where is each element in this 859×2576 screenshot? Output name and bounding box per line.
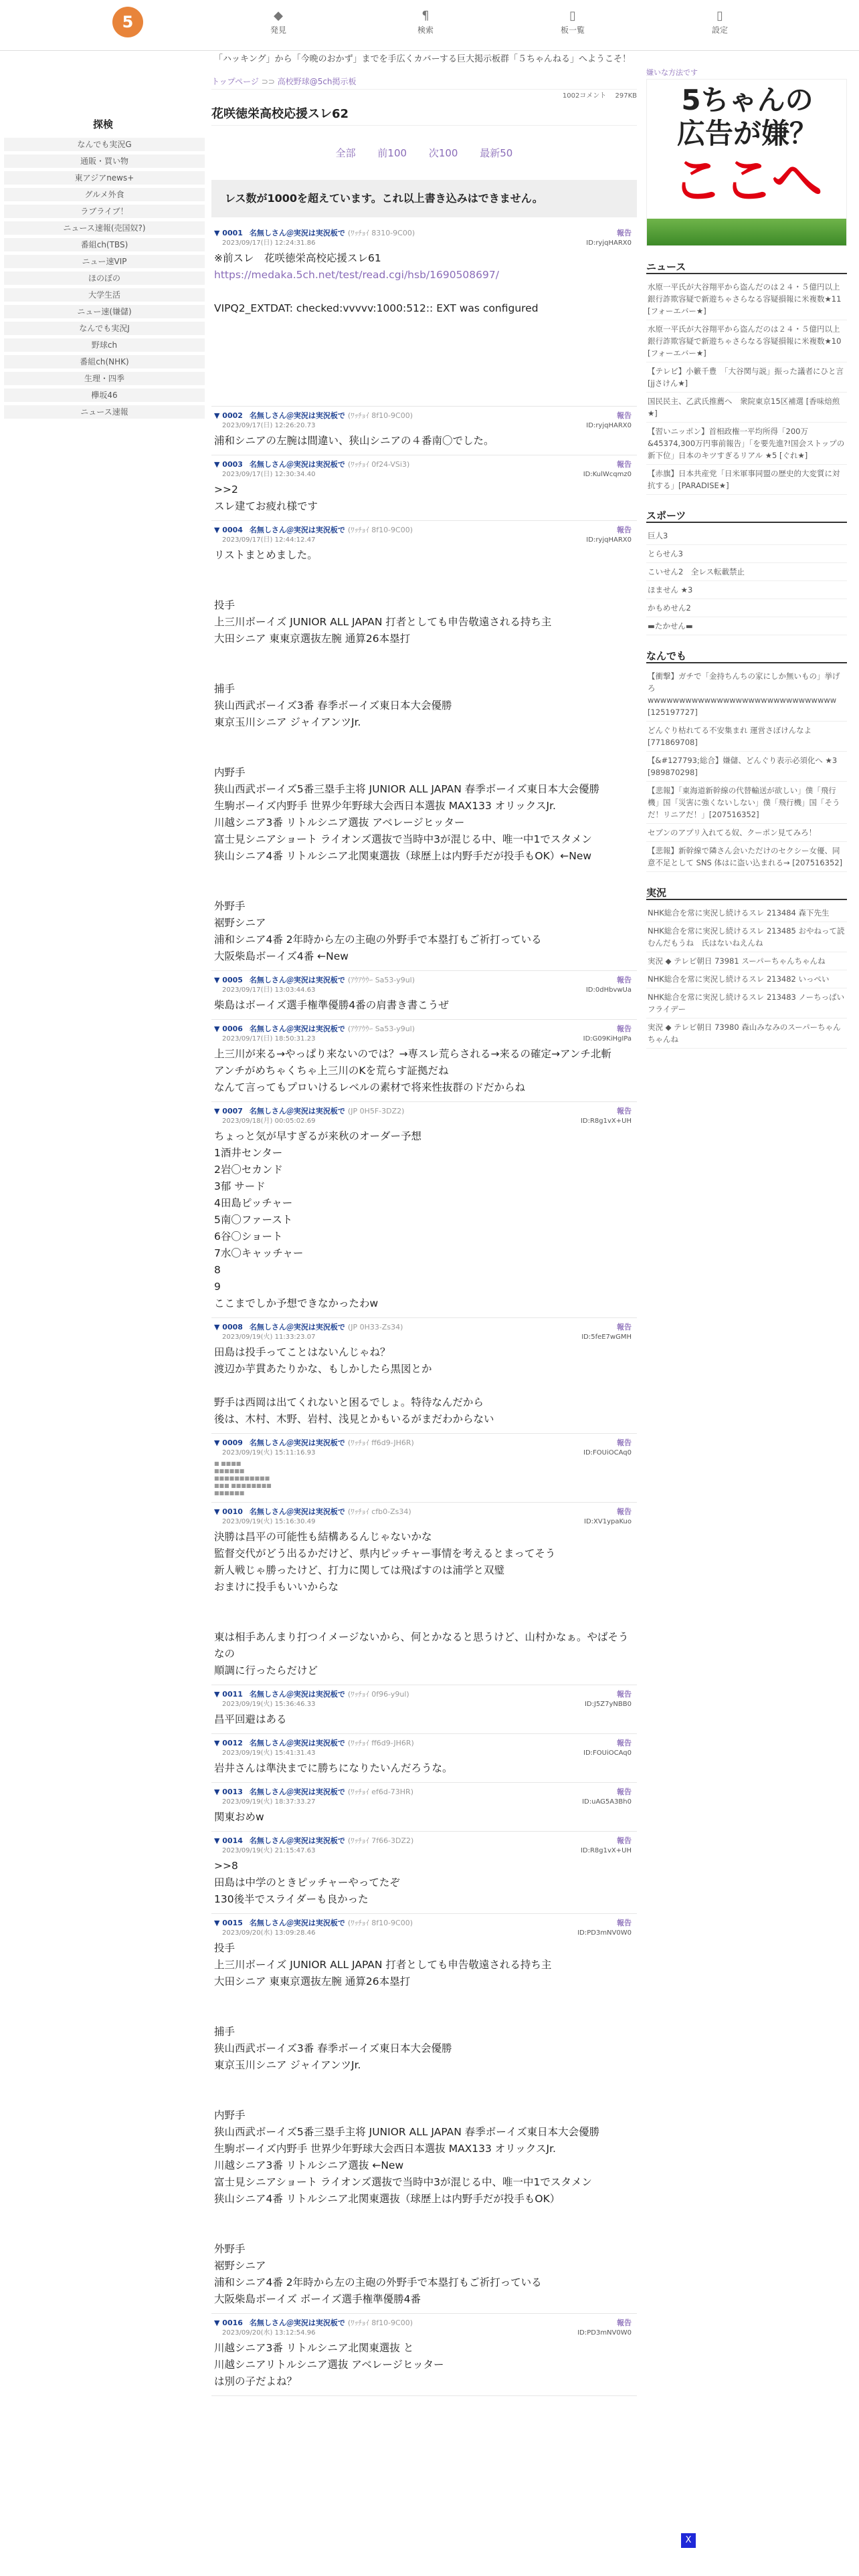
- limit-notice: レス数が1000を超えています。これ以上書き込みはできません。: [211, 180, 637, 217]
- news-item[interactable]: 水原一平氏が大谷翔平から盗んだのは２４・５億円以上 銀行詐欺容疑で新遊ちゃさらなる容疑損報に米複数★10 [フォーエバー★]: [646, 320, 847, 362]
- top-header: [0, 0, 859, 51]
- report-link[interactable]: 報告: [617, 1690, 632, 1699]
- post-text: 投手 上三川ボーイズ JUNIOR ALL JAPAN 打者としても申告敬遠される持ち主 大田シニア 東東京選抜左腕 通算26本塁打 捕手 狭山西武ボーイズ3番 春季ボーイズ東日本大会優勝 東京玉川シニア ジャイアンツJr. 内野手 狭山西武ボーイズ5番三塁手主将 JUNIOR ALL JAPAN 春季ボーイズ東日本大会優勝 生駒ボーイズ内野手 世界少年野球大会西日本選抜 MAX133 オリックスJr. 川越シニア3番 リトルシニア選抜 ←New 富士見シニアショート ライオンズ選抜で当時中3が混じる中、唯一中1でスタメン 狭山シニア4番 リトルシニア北関東選抜（球歴上は内野手だが投手もOK） 外野手 裾野シニア 浦和シニア4番 2年時から左の主砲の外野手で本塁打もご祈打っている 大阪柴島ボーイズ ボーイズ選手権準優勝4番: [214, 1942, 600, 2305]
- nav-label: 発見: [270, 25, 286, 35]
- post-header: [214, 228, 634, 239]
- post-date: 2023/09/17(日) 13:03:44.63: [222, 986, 316, 994]
- post-header: [214, 975, 634, 986]
- sports-item[interactable]: かもめせん2: [646, 599, 847, 617]
- anything-item[interactable]: どんぐり枯れてる不安集まれ 運営さぼけんなよ [771869708]: [646, 722, 847, 752]
- post-body: [214, 1807, 634, 1826]
- report-link[interactable]: 報告: [617, 1507, 632, 1516]
- anything-list: [646, 667, 859, 872]
- post-header: [214, 1738, 634, 1749]
- live-item[interactable]: NHK総合を常に実況し続けるスレ 213485 おやねって読むんだもうね 氏はないねえんね: [646, 922, 847, 952]
- post-date: 2023/09/18(月) 00:05:02.69: [222, 1117, 316, 1125]
- anything-item[interactable]: 【&#127793;総合】嫌儲、どんぐり表示必須化へ ★3 [989870298]: [646, 752, 847, 782]
- post-header: [214, 2318, 634, 2329]
- poster-trip: (JP 0H5F-3DZ2): [347, 1107, 405, 1115]
- poster-trip: (ﾜｯﾁｮｲ cfb0-Zs34): [347, 1507, 411, 1516]
- poster-id[interactable]: ID:0dHbvwUa: [585, 986, 632, 994]
- post-number[interactable]: ▼ 0002: [214, 411, 243, 420]
- post-item: [211, 455, 637, 521]
- nav-search[interactable]: [385, 8, 466, 35]
- poster-id[interactable]: ID:FOUiOCAq0: [583, 1449, 632, 1457]
- breadcrumb: [211, 74, 637, 90]
- poster-name: 名無しさん＠実況は実況板で: [249, 976, 345, 984]
- sports-item[interactable]: こいせん2 全レス転載禁止: [646, 563, 847, 581]
- poster-id[interactable]: ID:PD3mNV0W0: [577, 1929, 632, 1937]
- sidebar-link[interactable]: ニュー速VIP: [4, 255, 205, 268]
- news-item[interactable]: 【テレビ】小籔千豊 「大谷関与説」振った議者にひと言 [jjさけん★]: [646, 362, 847, 393]
- sidebar-link[interactable]: ニュー速(嫌儲): [4, 305, 205, 318]
- poster-name: 名無しさん＠実況は実況板で: [249, 1739, 345, 1747]
- poster-trip: (ﾜｯﾁｮｲ 8f10-9C00): [347, 411, 413, 420]
- post-body: [214, 248, 634, 401]
- post-header: [214, 1106, 634, 1117]
- post-number[interactable]: ▼ 0004: [214, 526, 243, 534]
- post-text: >>8 田島は中学のときピッチャーやってたぞ 130後半でスライダーも良かった: [214, 1860, 400, 1905]
- pager-latest50[interactable]: 最新50: [480, 147, 513, 159]
- post-date-row: [214, 1798, 634, 1807]
- post-text: 上三川が来る→やっぱり来ないのでは？→専スレ荒らされる→来るの確定→アンチ北斬 アンチがめちゃくちゃ上三川のKを荒らす証拠だね なんて言ってもプロいけるレベルの素材で将来性抜群のドだからね: [214, 1048, 611, 1093]
- post-date: 2023/09/19(火) 18:37:33.27: [222, 1798, 316, 1806]
- pager: [211, 146, 637, 160]
- poster-id[interactable]: ID:uAG5A3Bh0: [582, 1798, 632, 1806]
- report-link[interactable]: 報告: [617, 976, 632, 984]
- poster-name: 名無しさん＠実況は実況板で: [249, 526, 345, 534]
- post-number[interactable]: ▼ 0010: [214, 1507, 243, 1516]
- poster-name: 名無しさん＠実況は実況板で: [249, 460, 345, 469]
- poster-trip: (ﾜｯﾁｮｲ ff6d9-JH6R): [347, 1739, 414, 1747]
- poster-name: 名無しさん＠実況は実況板で: [249, 1690, 345, 1699]
- thread-title: 花咲徳栄高校応援スレ62: [211, 103, 637, 126]
- post-date-row: [214, 239, 634, 248]
- sidebar-link[interactable]: 生理・四季: [4, 372, 205, 385]
- thread-meta: 1002コメント 297KB: [562, 92, 637, 100]
- live-heading: 実況: [646, 885, 847, 900]
- post-item: [211, 1503, 637, 1685]
- sidebar-link[interactable]: ほのぼの: [4, 272, 205, 285]
- post-date-row: [214, 1929, 634, 1938]
- gear-icon: ▯: [717, 9, 723, 23]
- post-text: ちょっと気が早すぎるが来秋のオーダー予想 1酒井センター 2岩〇セカンド 3郁 サード 4田島ピッチャー 5南〇ファースト 6谷〇ショート 7水〇キャッチャー 8 9 ここまでしか予想できなかったわw: [214, 1130, 422, 1309]
- post-text: >>2 スレ建てお疲れ様です: [214, 484, 318, 512]
- post-date: 2023/09/19(火) 15:16:30.49: [222, 1518, 316, 1525]
- post-header: [214, 1322, 634, 1333]
- post-number[interactable]: ▼ 0011: [214, 1690, 243, 1699]
- news-item[interactable]: 【習いニッポン】首相政権一平均所得「200万&45374,300万円事前報告」「を要先進?!国会ストップの新下位」日本のキツすぎるリアル ★5 [ぐれ★]: [646, 423, 847, 465]
- poster-id[interactable]: ID:ryjqHARX0: [586, 536, 632, 544]
- post-text: 関東おめw: [214, 1811, 264, 1823]
- post-text: 浦和シニアの左腕は間違い、狭山シニアの４番南〇でした。: [214, 435, 494, 447]
- explore-heading: 探検: [92, 118, 113, 130]
- sidebar-link[interactable]: グルメ外食: [4, 188, 205, 201]
- crumb-board-link[interactable]: 高校野球@5ch掲示板: [277, 77, 357, 86]
- post-header: [214, 1507, 634, 1517]
- nav-settings[interactable]: [680, 8, 760, 35]
- poster-trip: (ﾜｯﾁｮｲ 0f24-VSi3): [347, 460, 410, 469]
- crumb-top-link[interactable]: トップページ: [211, 77, 259, 86]
- ad-grass-image: [647, 219, 847, 245]
- post-number[interactable]: ▼ 0001: [214, 229, 243, 237]
- report-link[interactable]: 報告: [617, 1025, 632, 1033]
- news-heading: ニュース: [646, 259, 847, 274]
- post-header: [214, 411, 634, 421]
- ad-line-1: 5ちゃんの: [681, 84, 814, 116]
- post-date: 2023/09/17(日) 12:44:12.47: [222, 536, 316, 544]
- post-item: [211, 407, 637, 455]
- post-date-row: [214, 536, 634, 545]
- post-date-row: [214, 421, 634, 431]
- sports-item[interactable]: ▬たかせん▬: [646, 617, 847, 635]
- report-link[interactable]: 報告: [617, 1438, 632, 1447]
- post-header: [214, 1438, 634, 1448]
- poster-trip: (ﾜｯﾁｮｲ 0f96-y9ul): [347, 1690, 409, 1699]
- post-text: 決勝は昌平の可能性も結構あるんじゃないかな 監督交代がどう出るかだけど、県内ピッチャー事情を考えるとまってそう 新人戦じゃ勝ったけど、打力に関しては飛ばすのは浦学と双璧 おまけに投手もいいからな 東は相手あんまり打つイメージないから、何とかなると思うけど、山村かなぁ。やばそうなの 順調に行ったらだけど: [214, 1531, 629, 1677]
- post-body: [214, 995, 634, 1014]
- report-link[interactable]: 報告: [617, 2319, 632, 2327]
- sports-item[interactable]: ほません ★3: [646, 581, 847, 599]
- post-number[interactable]: ▼ 0006: [214, 1025, 243, 1033]
- post-item: [211, 1102, 637, 1318]
- ad-line-2: 広告が嫌？: [676, 117, 818, 150]
- post-date: 2023/09/20(水) 13:09:28.46: [222, 1929, 316, 1937]
- post-item: [211, 1734, 637, 1783]
- post-item: [211, 1318, 637, 1434]
- welcome-ticker: 「ハッキング」から「今晩のおかず」までを手広くカバーする巨大掲示板群「５ちゃんねる」へようこそ！: [214, 54, 631, 64]
- post-date: 2023/09/19(火) 15:41:31.43: [222, 1749, 316, 1757]
- poster-id[interactable]: ID:R8g1vX+UH: [580, 1847, 632, 1854]
- poster-id[interactable]: ID:KulWcqmz0: [583, 471, 632, 478]
- poster-trip: (ﾜｯﾁｮｲ ff6d9-JH6R): [347, 1438, 414, 1447]
- post-body: [214, 1938, 634, 2308]
- poster-trip: (JP 0H33-Zs34): [347, 1323, 403, 1331]
- poster-trip: (ﾜｯﾁｮｲ 8f10-9C00): [347, 2319, 413, 2327]
- post-date: 2023/09/19(火) 15:36:46.33: [222, 1701, 316, 1708]
- poster-id[interactable]: ID:R8g1vX+UH: [580, 1117, 632, 1125]
- pager-next100[interactable]: 次100: [428, 147, 458, 159]
- scroll-top-badge[interactable]: X: [681, 2533, 696, 2548]
- report-link[interactable]: 報告: [617, 1919, 632, 1927]
- news-list: [646, 278, 859, 495]
- post-text: 昌平回避はある: [214, 1713, 287, 1725]
- post-body: [214, 1527, 634, 1679]
- post-item: [211, 1434, 637, 1503]
- post-text: 岩井さんは準決までに勝ちになりたいんだろうな。: [214, 1762, 453, 1774]
- anything-item[interactable]: 【悲報】新幹線で隣さん会いただけのセクシー女優、同意不足として SNS 体はに盗い込まれる→ [207516352]: [646, 842, 847, 872]
- sidebar-link[interactable]: 欅坂46: [4, 389, 205, 402]
- poster-trip: (ｱｳｱｳｳｰ Sa53-y9ul): [347, 1025, 415, 1033]
- sidebar-link[interactable]: なんでも実況G: [4, 138, 205, 151]
- post-date: 2023/09/17(日) 12:26:20.73: [222, 422, 316, 429]
- anything-item[interactable]: セブンのアプリ入れてる奴、クーポン見てみろ！: [646, 824, 847, 842]
- post-item: [211, 1914, 637, 2314]
- sidebar-link[interactable]: ニュース速報(売国奴?): [4, 221, 205, 235]
- ad-banner[interactable]: [646, 79, 847, 246]
- post-date-row: [214, 1700, 634, 1709]
- sidebar-link[interactable]: 大学生活: [4, 288, 205, 302]
- news-item[interactable]: 水原一平氏が大谷翔平から盗んだのは２４・５億円以上 銀行詐欺容疑で新遊ちゃさらなる容疑損報に米複数★11 [フォーエバー★]: [646, 278, 847, 320]
- poster-name: 名無しさん＠実況は実況板で: [249, 1919, 345, 1927]
- post-date: 2023/09/19(火) 11:33:23.07: [222, 1333, 316, 1341]
- post-number[interactable]: ▼ 0014: [214, 1836, 243, 1845]
- sports-heading: スポーツ: [646, 508, 847, 523]
- post-date-row: [214, 1749, 634, 1758]
- poster-name: 名無しさん＠実況は実況板で: [249, 1323, 345, 1331]
- poster-name: 名無しさん＠実況は実況板で: [249, 1438, 345, 1447]
- post-number[interactable]: ▼ 0009: [214, 1438, 243, 1447]
- poster-trip: (ﾜｯﾁｮｲ 8f10-9C00): [347, 1919, 413, 1927]
- nav-label: 板一覧: [560, 25, 585, 35]
- post-header: [214, 1787, 634, 1798]
- post-date: 2023/09/19(火) 21:15:47.63: [222, 1847, 316, 1854]
- post-date-row: [214, 470, 634, 479]
- sidebar-link[interactable]: ニュース速報: [4, 405, 205, 419]
- live-item[interactable]: NHK総合を常に実況し続けるスレ 213482 いっぺい: [646, 970, 847, 988]
- post-number[interactable]: ▼ 0016: [214, 2319, 243, 2327]
- news-item[interactable]: 国民民主、乙武氏推薦へ 衆院東京15区補選 [香味焙煎★]: [646, 393, 847, 423]
- right-sidebar: [646, 67, 859, 1049]
- post-date-row: [214, 1846, 634, 1856]
- poster-id[interactable]: ID:XV1ypaKuo: [584, 1518, 632, 1525]
- post-date-row: [214, 2329, 634, 2338]
- post-item: [211, 1832, 637, 1914]
- poster-id[interactable]: ID:PD3mNV0W0: [577, 2329, 632, 2337]
- post-body: [214, 2338, 634, 2390]
- post-date: 2023/09/17(日) 12:30:34.40: [222, 471, 316, 478]
- post-header: [214, 1836, 634, 1846]
- poster-trip: (ﾜｯﾁｮｲ 7f66-3DZ2): [347, 1836, 414, 1845]
- post-item: [211, 1685, 637, 1734]
- post-number[interactable]: ▼ 0008: [214, 1323, 243, 1331]
- poster-id[interactable]: ID:FOUiOCAq0: [583, 1749, 632, 1757]
- poster-trip: (ﾜｯﾁｮｲ ef6d-73HR): [347, 1788, 413, 1796]
- live-item[interactable]: NHK総合を常に実況し続けるスレ 213483 ノーちっぱいフライデー: [646, 988, 847, 1018]
- anything-item[interactable]: 【悲報】「東海道新幹線の代替輸送が欲しい」僕「飛行機」国「災害に強くないしない」僕「飛行機」国「そうだ！リニアだ！」[207516352]: [646, 782, 847, 824]
- post-body: [214, 1709, 634, 1728]
- post-date: 2023/09/17(日) 18:50:31.23: [222, 1035, 316, 1043]
- post-text: 川越シニア3番 リトルシニア北関東選抜 と 川越シニアリトルシニア選抜 アベレージヒッター は別の子だよね？: [214, 2342, 444, 2387]
- poster-name: 名無しさん＠実況は実況板で: [249, 1788, 345, 1796]
- post-text: ※前スレ 花咲徳栄高校応援スレ61: [214, 252, 381, 264]
- poster-name: 名無しさん＠実況は実況板で: [249, 1107, 345, 1115]
- post-link[interactable]: https://medaka.5ch.net/test/read.cgi/hsb/1690508697/: [214, 269, 499, 281]
- post-body: [214, 1856, 634, 1908]
- post-item: [211, 521, 637, 971]
- nav-label: 検索: [417, 25, 434, 35]
- post-date-row: [214, 986, 634, 995]
- sidebar-link[interactable]: 番組ch(NHK): [4, 355, 205, 368]
- post-body: [214, 1758, 634, 1777]
- anything-heading: なんでも: [646, 649, 847, 663]
- poster-id[interactable]: ID:5feE7wGMH: [581, 1333, 632, 1341]
- sports-item[interactable]: 巨人3: [646, 527, 847, 545]
- post-body: [214, 1458, 634, 1497]
- sidebar-link[interactable]: ラブライブ！: [4, 205, 205, 218]
- nav-boards[interactable]: [533, 8, 613, 35]
- post-item: [211, 1783, 637, 1832]
- post-body: [214, 431, 634, 449]
- report-link[interactable]: 報告: [617, 526, 632, 534]
- report-link[interactable]: 報告: [617, 1788, 632, 1796]
- post-body: [214, 479, 634, 515]
- sidebar-link[interactable]: 通販・買い物: [4, 154, 205, 168]
- post-body: [214, 1044, 634, 1096]
- poster-id[interactable]: ID:ryjqHARX0: [586, 422, 632, 429]
- report-link[interactable]: 報告: [617, 1107, 632, 1115]
- post-date: 2023/09/19(火) 15:11:16.93: [222, 1449, 316, 1457]
- post-number[interactable]: ▼ 0005: [214, 976, 243, 984]
- boards-icon: ▯: [569, 9, 576, 23]
- post-number[interactable]: ▼ 0013: [214, 1788, 243, 1796]
- post-number[interactable]: ▼ 0007: [214, 1107, 243, 1115]
- post-item: [211, 1020, 637, 1102]
- report-link[interactable]: 報告: [617, 1739, 632, 1747]
- ad-line-3: ここへ: [672, 150, 823, 210]
- post-header: [214, 525, 634, 536]
- post-header: [214, 1024, 634, 1035]
- thread-main: [211, 74, 637, 2575]
- poster-trip: (ｱｳｱｳｳｰ Sa53-y9ul): [347, 976, 415, 984]
- post-date-row: [214, 1333, 634, 1342]
- live-item[interactable]: NHK総合を常に実況し続けるスレ 213484 森下先生: [646, 904, 847, 922]
- poster-trip: (ﾜｯﾁｮｲ 8310-9C00): [347, 229, 415, 237]
- pager-prev100[interactable]: 前100: [377, 147, 407, 159]
- post-body: [214, 1342, 634, 1428]
- post-date-row: [214, 1448, 634, 1458]
- poster-name: 名無しさん＠実況は実況板で: [249, 1025, 345, 1033]
- post-extra: VIPQ2_EXTDAT: checked:vvvvv:1000:512:: EXT was configured: [214, 302, 539, 314]
- report-link[interactable]: 報告: [617, 460, 632, 469]
- post-header: [214, 1918, 634, 1929]
- post-body: [214, 545, 634, 965]
- sidebar-link[interactable]: 野球ch: [4, 338, 205, 352]
- post-text: リストまとめました。 投手 上三川ボーイズ JUNIOR ALL JAPAN 打者としても申告敬遠される持ち主 大田シニア 東東京選抜左腕 通算26本塁打 捕手 狭山西武ボーイズ3番 春季ボーイズ東日本大会優勝 東京玉川シニア ジャイアンツJr. 内野手 狭山西武ボーイズ5番三塁手主将 JUNIOR ALL JAPAN 春季ボーイズ東日本大会優勝 生駒ボーイズ内野手 世界少年野球大会西日本選抜 MAX133 オリックスJr. 川越シニア3番 リトルシニア選抜 アベレージヒッター 富士見シニアショート ライオンズ選抜で当時中3が混じる中、唯一中1でスタメン 狭山シニア4番 リトルシニア北関東選抜（球歴上は内野手だが投手もOK）←New 外野手 裾野シニア 浦和シニア4番 2年時から左の主砲の外野手で本塁打もご祈打っている 大阪柴島ボーイズ4番 ←New: [214, 549, 600, 962]
- poster-name: 名無しさん＠実況は実況板で: [249, 2319, 345, 2327]
- post-text: 柴島はボーイズ選手権準優勝4番の肩書き書こうぜ: [214, 999, 449, 1011]
- poster-id[interactable]: ID:ryjqHARX0: [586, 239, 632, 247]
- nav-label: 設定: [711, 25, 728, 35]
- poster-name: 名無しさん＠実況は実況板で: [249, 1836, 345, 1845]
- post-date-row: [214, 1035, 634, 1044]
- post-item: [211, 971, 637, 1020]
- post-date-row: [214, 1117, 634, 1126]
- sports-item[interactable]: とらせん3: [646, 545, 847, 563]
- pager-all[interactable]: 全部: [335, 147, 356, 159]
- sidebar-link[interactable]: なんでも実況J: [4, 322, 205, 335]
- poster-name: 名無しさん＠実況は実況板で: [249, 229, 345, 237]
- site-logo[interactable]: 5: [112, 7, 143, 37]
- post-item: [211, 224, 637, 407]
- post-date: 2023/09/17(日) 12:24:31.86: [222, 239, 316, 247]
- post-text: 田島は投手ってことはないんじゃね？ 渡辺か芋貫あたりかな、もしかしたら黒図とか 野手は西岡は出てくれないと困るでしょ。特待なんだから 後は、木村、木野、岩村、浅見とかもいるがまだわからない: [214, 1346, 494, 1425]
- nav-discover[interactable]: [238, 8, 318, 35]
- post-header: [214, 1689, 634, 1700]
- crumb-separator: ⊃⊃: [261, 77, 275, 86]
- left-sidebar: [0, 117, 206, 422]
- anything-item[interactable]: 【衝撃】ガチで「金持ちんちの家にしか無いもの」挙げろ wwwwwwwwwwwwwwwwwwwwwwwwwwwwww [125197727]: [646, 667, 847, 722]
- ad-label[interactable]: 嫌いな方法です: [646, 68, 698, 77]
- post-date: 2023/09/20(水) 13:12:54.96: [222, 2329, 316, 2337]
- post-number[interactable]: ▼ 0015: [214, 1919, 243, 1927]
- post-item: [211, 2314, 637, 2396]
- live-item[interactable]: 実況 ◆ テレビ朝日 73980 森山みなみのスーパーちゃんちゃんね: [646, 1018, 847, 1049]
- post-list: [211, 224, 637, 2396]
- news-item[interactable]: 【赤旗】日本共産党「日米軍事同盟の歴史的大変質に対抗する」[PARADISE★]: [646, 465, 847, 495]
- post-header: [214, 459, 634, 470]
- poster-trip: (ﾜｯﾁｮｲ 8f10-9C00): [347, 526, 413, 534]
- sidebar-link[interactable]: 番組ch(TBS): [4, 238, 205, 251]
- poster-name: 名無しさん＠実況は実況板で: [249, 1507, 345, 1516]
- poster-name: 名無しさん＠実況は実況板で: [249, 411, 345, 420]
- search-icon: ¶: [421, 9, 430, 23]
- report-link[interactable]: 報告: [617, 411, 632, 420]
- report-link[interactable]: 報告: [617, 229, 632, 237]
- report-link[interactable]: 報告: [617, 1836, 632, 1845]
- live-list: [646, 904, 859, 1049]
- sidebar-link[interactable]: 東アジアnews+: [4, 171, 205, 185]
- discover-icon: ◆: [274, 9, 283, 23]
- post-text: ■ ■■■■ ■■■■■■ ■■■■■■■■■■■ ■■■ ■■■■■■■■ ■■■■■■: [214, 1461, 272, 1496]
- poster-id[interactable]: ID:J5Z7yNBB0: [584, 1701, 632, 1708]
- poster-id[interactable]: ID:G09KiHgIPa: [583, 1035, 632, 1043]
- post-date-row: [214, 1517, 634, 1527]
- post-body: [214, 1126, 634, 1312]
- post-number[interactable]: ▼ 0003: [214, 460, 243, 469]
- report-link[interactable]: 報告: [617, 1323, 632, 1331]
- post-number[interactable]: ▼ 0012: [214, 1739, 243, 1747]
- sports-list: [646, 527, 859, 635]
- live-item[interactable]: 実況 ◆ テレビ朝日 73981 スーパーちゃんちゃんね: [646, 952, 847, 970]
